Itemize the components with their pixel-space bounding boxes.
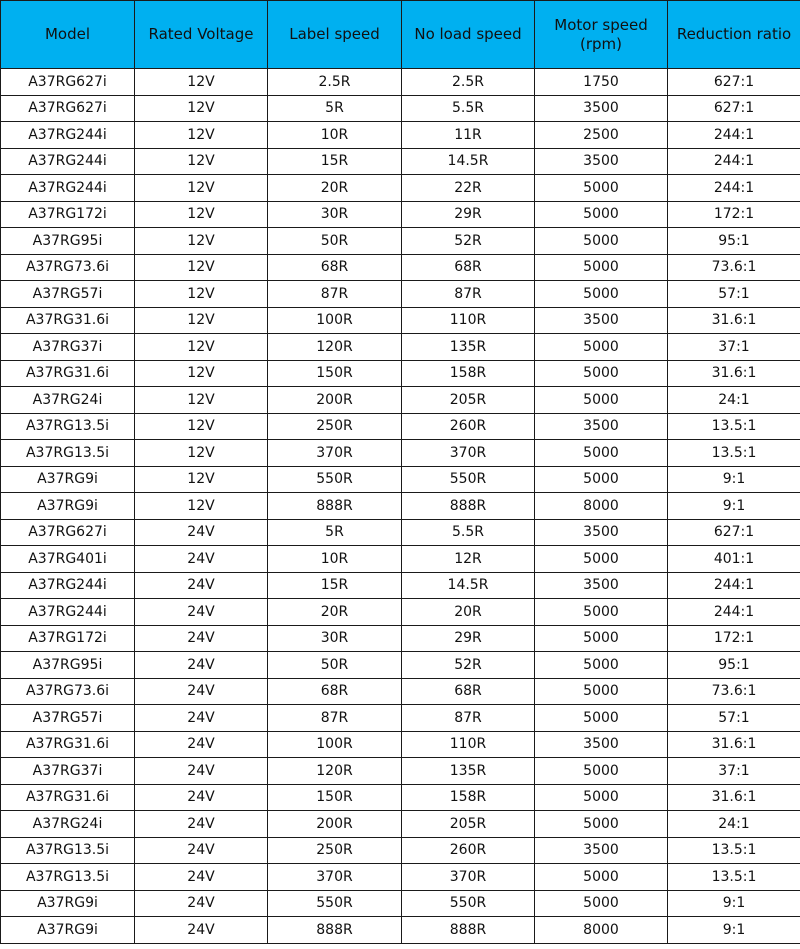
cell-rated-voltage: 12V	[135, 254, 268, 281]
cell-rated-voltage: 24V	[135, 864, 268, 891]
cell-no-load-speed: 158R	[402, 784, 535, 811]
cell-reduction-ratio: 244:1	[668, 122, 800, 149]
cell-label-speed: 150R	[268, 784, 402, 811]
cell-reduction-ratio: 31.6:1	[668, 360, 800, 387]
cell-rated-voltage: 24V	[135, 890, 268, 917]
cell-label-speed: 15R	[268, 148, 402, 175]
cell-rated-voltage: 12V	[135, 493, 268, 520]
table-row	[1, 281, 800, 308]
cell-no-load-speed: 5.5R	[402, 95, 535, 122]
cell-reduction-ratio: 627:1	[668, 95, 800, 122]
cell-reduction-ratio: 13.5:1	[668, 864, 800, 891]
cell-no-load-speed: 370R	[402, 440, 535, 467]
table-row	[1, 519, 800, 546]
cell-no-load-speed: 68R	[402, 678, 535, 705]
cell-reduction-ratio: 95:1	[668, 652, 800, 679]
cell-no-load-speed: 87R	[402, 705, 535, 732]
cell-rated-voltage: 12V	[135, 360, 268, 387]
table-row	[1, 334, 800, 361]
cell-reduction-ratio: 9:1	[668, 917, 800, 944]
cell-model: A37RG37i	[1, 334, 135, 361]
cell-reduction-ratio: 31.6:1	[668, 731, 800, 758]
cell-rated-voltage: 12V	[135, 307, 268, 334]
cell-model: A37RG57i	[1, 705, 135, 732]
cell-model: A37RG9i	[1, 493, 135, 520]
cell-model: A37RG13.5i	[1, 413, 135, 440]
cell-no-load-speed: 158R	[402, 360, 535, 387]
cell-no-load-speed: 135R	[402, 758, 535, 785]
cell-model: A37RG244i	[1, 148, 135, 175]
cell-model: A37RG73.6i	[1, 254, 135, 281]
cell-rated-voltage: 12V	[135, 148, 268, 175]
cell-label-speed: 550R	[268, 466, 402, 493]
table-row	[1, 837, 800, 864]
cell-rated-voltage: 24V	[135, 625, 268, 652]
cell-no-load-speed: 5.5R	[402, 519, 535, 546]
cell-label-speed: 100R	[268, 731, 402, 758]
column-header-motor-speed: Motor speed (rpm)	[535, 1, 668, 69]
cell-model: A37RG244i	[1, 572, 135, 599]
cell-no-load-speed: 52R	[402, 652, 535, 679]
cell-motor-speed: 3500	[535, 148, 668, 175]
cell-rated-voltage: 12V	[135, 440, 268, 467]
cell-label-speed: 15R	[268, 572, 402, 599]
cell-motor-speed: 2500	[535, 122, 668, 149]
cell-reduction-ratio: 172:1	[668, 625, 800, 652]
cell-motor-speed: 5000	[535, 201, 668, 228]
cell-rated-voltage: 24V	[135, 731, 268, 758]
cell-rated-voltage: 12V	[135, 69, 268, 96]
cell-reduction-ratio: 37:1	[668, 334, 800, 361]
cell-motor-speed: 5000	[535, 175, 668, 202]
cell-label-speed: 10R	[268, 546, 402, 573]
cell-model: A37RG31.6i	[1, 731, 135, 758]
cell-label-speed: 200R	[268, 811, 402, 838]
cell-no-load-speed: 260R	[402, 837, 535, 864]
cell-reduction-ratio: 627:1	[668, 69, 800, 96]
cell-motor-speed: 5000	[535, 678, 668, 705]
cell-model: A37RG401i	[1, 546, 135, 573]
table-row	[1, 599, 800, 626]
cell-no-load-speed: 205R	[402, 387, 535, 414]
table-row	[1, 95, 800, 122]
cell-no-load-speed: 550R	[402, 890, 535, 917]
cell-reduction-ratio: 24:1	[668, 811, 800, 838]
cell-motor-speed: 5000	[535, 546, 668, 573]
cell-model: A37RG627i	[1, 519, 135, 546]
cell-model: A37RG13.5i	[1, 837, 135, 864]
cell-rated-voltage: 24V	[135, 705, 268, 732]
cell-model: A37RG172i	[1, 625, 135, 652]
cell-model: A37RG37i	[1, 758, 135, 785]
cell-no-load-speed: 2.5R	[402, 69, 535, 96]
cell-label-speed: 550R	[268, 890, 402, 917]
cell-motor-speed: 3500	[535, 731, 668, 758]
cell-label-speed: 20R	[268, 175, 402, 202]
cell-reduction-ratio: 9:1	[668, 466, 800, 493]
cell-no-load-speed: 29R	[402, 201, 535, 228]
table-row	[1, 678, 800, 705]
table-row	[1, 731, 800, 758]
cell-reduction-ratio: 244:1	[668, 572, 800, 599]
cell-label-speed: 10R	[268, 122, 402, 149]
cell-rated-voltage: 12V	[135, 413, 268, 440]
cell-reduction-ratio: 244:1	[668, 599, 800, 626]
cell-motor-speed: 3500	[535, 413, 668, 440]
cell-label-speed: 200R	[268, 387, 402, 414]
cell-motor-speed: 5000	[535, 466, 668, 493]
cell-no-load-speed: 14.5R	[402, 148, 535, 175]
cell-model: A37RG31.6i	[1, 307, 135, 334]
table-row	[1, 69, 800, 96]
cell-motor-speed: 5000	[535, 625, 668, 652]
cell-rated-voltage: 24V	[135, 519, 268, 546]
column-header-no-load-speed: No load speed	[402, 1, 535, 69]
cell-rated-voltage: 24V	[135, 811, 268, 838]
table-row	[1, 758, 800, 785]
column-header-model: Model	[1, 1, 135, 69]
table-row	[1, 254, 800, 281]
cell-rated-voltage: 12V	[135, 175, 268, 202]
cell-rated-voltage: 12V	[135, 466, 268, 493]
cell-rated-voltage: 24V	[135, 652, 268, 679]
cell-reduction-ratio: 37:1	[668, 758, 800, 785]
cell-rated-voltage: 24V	[135, 758, 268, 785]
table-row	[1, 440, 800, 467]
cell-reduction-ratio: 24:1	[668, 387, 800, 414]
cell-rated-voltage: 24V	[135, 837, 268, 864]
cell-label-speed: 250R	[268, 413, 402, 440]
cell-no-load-speed: 29R	[402, 625, 535, 652]
cell-label-speed: 87R	[268, 281, 402, 308]
table-row	[1, 466, 800, 493]
table-row	[1, 811, 800, 838]
cell-motor-speed: 5000	[535, 440, 668, 467]
table-row	[1, 572, 800, 599]
table-row	[1, 201, 800, 228]
cell-reduction-ratio: 244:1	[668, 148, 800, 175]
cell-rated-voltage: 12V	[135, 281, 268, 308]
cell-no-load-speed: 135R	[402, 334, 535, 361]
column-header-reduction-ratio: Reduction ratio	[668, 1, 800, 69]
cell-no-load-speed: 87R	[402, 281, 535, 308]
cell-motor-speed: 5000	[535, 784, 668, 811]
cell-no-load-speed: 110R	[402, 307, 535, 334]
cell-label-speed: 30R	[268, 625, 402, 652]
cell-model: A37RG9i	[1, 890, 135, 917]
table-row	[1, 546, 800, 573]
table-header	[1, 1, 800, 69]
cell-motor-speed: 3500	[535, 519, 668, 546]
cell-label-speed: 50R	[268, 228, 402, 255]
cell-rated-voltage: 24V	[135, 546, 268, 573]
cell-rated-voltage: 12V	[135, 228, 268, 255]
cell-model: A37RG172i	[1, 201, 135, 228]
cell-rated-voltage: 24V	[135, 678, 268, 705]
cell-label-speed: 888R	[268, 917, 402, 944]
cell-motor-speed: 5000	[535, 387, 668, 414]
cell-model: A37RG9i	[1, 917, 135, 944]
cell-motor-speed: 8000	[535, 493, 668, 520]
cell-no-load-speed: 888R	[402, 917, 535, 944]
cell-motor-speed: 5000	[535, 360, 668, 387]
cell-rated-voltage: 12V	[135, 387, 268, 414]
cell-label-speed: 20R	[268, 599, 402, 626]
cell-label-speed: 5R	[268, 95, 402, 122]
table-row	[1, 705, 800, 732]
cell-reduction-ratio: 31.6:1	[668, 307, 800, 334]
table-row	[1, 360, 800, 387]
cell-motor-speed: 3500	[535, 572, 668, 599]
cell-rated-voltage: 12V	[135, 201, 268, 228]
table-row	[1, 890, 800, 917]
cell-label-speed: 888R	[268, 493, 402, 520]
cell-model: A37RG95i	[1, 652, 135, 679]
cell-no-load-speed: 205R	[402, 811, 535, 838]
cell-motor-speed: 3500	[535, 95, 668, 122]
cell-model: A37RG95i	[1, 228, 135, 255]
cell-motor-speed: 5000	[535, 890, 668, 917]
table-row	[1, 175, 800, 202]
table-row	[1, 864, 800, 891]
table-row	[1, 387, 800, 414]
cell-reduction-ratio: 627:1	[668, 519, 800, 546]
cell-label-speed: 50R	[268, 652, 402, 679]
cell-model: A37RG244i	[1, 599, 135, 626]
cell-reduction-ratio: 172:1	[668, 201, 800, 228]
cell-no-load-speed: 260R	[402, 413, 535, 440]
cell-motor-speed: 5000	[535, 811, 668, 838]
cell-model: A37RG13.5i	[1, 440, 135, 467]
column-header-label-speed: Label speed	[268, 1, 402, 69]
cell-model: A37RG13.5i	[1, 864, 135, 891]
cell-motor-speed: 5000	[535, 758, 668, 785]
cell-label-speed: 100R	[268, 307, 402, 334]
header-row	[1, 1, 800, 69]
cell-model: A37RG24i	[1, 811, 135, 838]
cell-motor-speed: 1750	[535, 69, 668, 96]
cell-label-speed: 370R	[268, 440, 402, 467]
table-row	[1, 307, 800, 334]
cell-no-load-speed: 370R	[402, 864, 535, 891]
cell-rated-voltage: 24V	[135, 599, 268, 626]
cell-reduction-ratio: 73.6:1	[668, 678, 800, 705]
cell-label-speed: 120R	[268, 334, 402, 361]
cell-no-load-speed: 550R	[402, 466, 535, 493]
cell-rated-voltage: 24V	[135, 917, 268, 944]
cell-rated-voltage: 12V	[135, 95, 268, 122]
cell-motor-speed: 5000	[535, 281, 668, 308]
cell-reduction-ratio: 9:1	[668, 890, 800, 917]
cell-motor-speed: 5000	[535, 864, 668, 891]
cell-label-speed: 30R	[268, 201, 402, 228]
cell-label-speed: 120R	[268, 758, 402, 785]
cell-no-load-speed: 68R	[402, 254, 535, 281]
cell-label-speed: 87R	[268, 705, 402, 732]
table-body	[1, 69, 800, 944]
cell-label-speed: 68R	[268, 678, 402, 705]
cell-reduction-ratio: 95:1	[668, 228, 800, 255]
cell-no-load-speed: 22R	[402, 175, 535, 202]
cell-motor-speed: 3500	[535, 307, 668, 334]
cell-motor-speed: 5000	[535, 599, 668, 626]
table-row	[1, 784, 800, 811]
cell-model: A37RG627i	[1, 95, 135, 122]
cell-label-speed: 2.5R	[268, 69, 402, 96]
cell-rated-voltage: 24V	[135, 784, 268, 811]
cell-motor-speed: 3500	[535, 837, 668, 864]
table-row	[1, 122, 800, 149]
cell-model: A37RG31.6i	[1, 784, 135, 811]
cell-no-load-speed: 52R	[402, 228, 535, 255]
cell-rated-voltage: 24V	[135, 572, 268, 599]
cell-reduction-ratio: 13.5:1	[668, 440, 800, 467]
cell-label-speed: 370R	[268, 864, 402, 891]
cell-reduction-ratio: 57:1	[668, 281, 800, 308]
cell-model: A37RG627i	[1, 69, 135, 96]
cell-reduction-ratio: 13.5:1	[668, 837, 800, 864]
column-header-rated-voltage: Rated Voltage	[135, 1, 268, 69]
cell-motor-speed: 5000	[535, 228, 668, 255]
table-row	[1, 493, 800, 520]
cell-model: A37RG73.6i	[1, 678, 135, 705]
cell-no-load-speed: 11R	[402, 122, 535, 149]
cell-motor-speed: 5000	[535, 652, 668, 679]
cell-no-load-speed: 888R	[402, 493, 535, 520]
cell-reduction-ratio: 9:1	[668, 493, 800, 520]
table-row	[1, 148, 800, 175]
cell-reduction-ratio: 401:1	[668, 546, 800, 573]
cell-motor-speed: 5000	[535, 705, 668, 732]
cell-reduction-ratio: 31.6:1	[668, 784, 800, 811]
cell-label-speed: 5R	[268, 519, 402, 546]
table-row	[1, 625, 800, 652]
cell-reduction-ratio: 13.5:1	[668, 413, 800, 440]
cell-reduction-ratio: 73.6:1	[668, 254, 800, 281]
cell-label-speed: 250R	[268, 837, 402, 864]
cell-model: A37RG31.6i	[1, 360, 135, 387]
cell-model: A37RG24i	[1, 387, 135, 414]
cell-motor-speed: 5000	[535, 254, 668, 281]
cell-no-load-speed: 14.5R	[402, 572, 535, 599]
cell-model: A37RG9i	[1, 466, 135, 493]
table-row	[1, 413, 800, 440]
table-row	[1, 652, 800, 679]
cell-motor-speed: 8000	[535, 917, 668, 944]
cell-label-speed: 150R	[268, 360, 402, 387]
cell-reduction-ratio: 57:1	[668, 705, 800, 732]
cell-no-load-speed: 20R	[402, 599, 535, 626]
table-row	[1, 917, 800, 944]
cell-motor-speed: 5000	[535, 334, 668, 361]
cell-reduction-ratio: 244:1	[668, 175, 800, 202]
cell-no-load-speed: 12R	[402, 546, 535, 573]
table-row	[1, 228, 800, 255]
cell-rated-voltage: 12V	[135, 122, 268, 149]
cell-label-speed: 68R	[268, 254, 402, 281]
cell-no-load-speed: 110R	[402, 731, 535, 758]
cell-model: A37RG244i	[1, 175, 135, 202]
cell-rated-voltage: 12V	[135, 334, 268, 361]
cell-model: A37RG57i	[1, 281, 135, 308]
cell-model: A37RG244i	[1, 122, 135, 149]
